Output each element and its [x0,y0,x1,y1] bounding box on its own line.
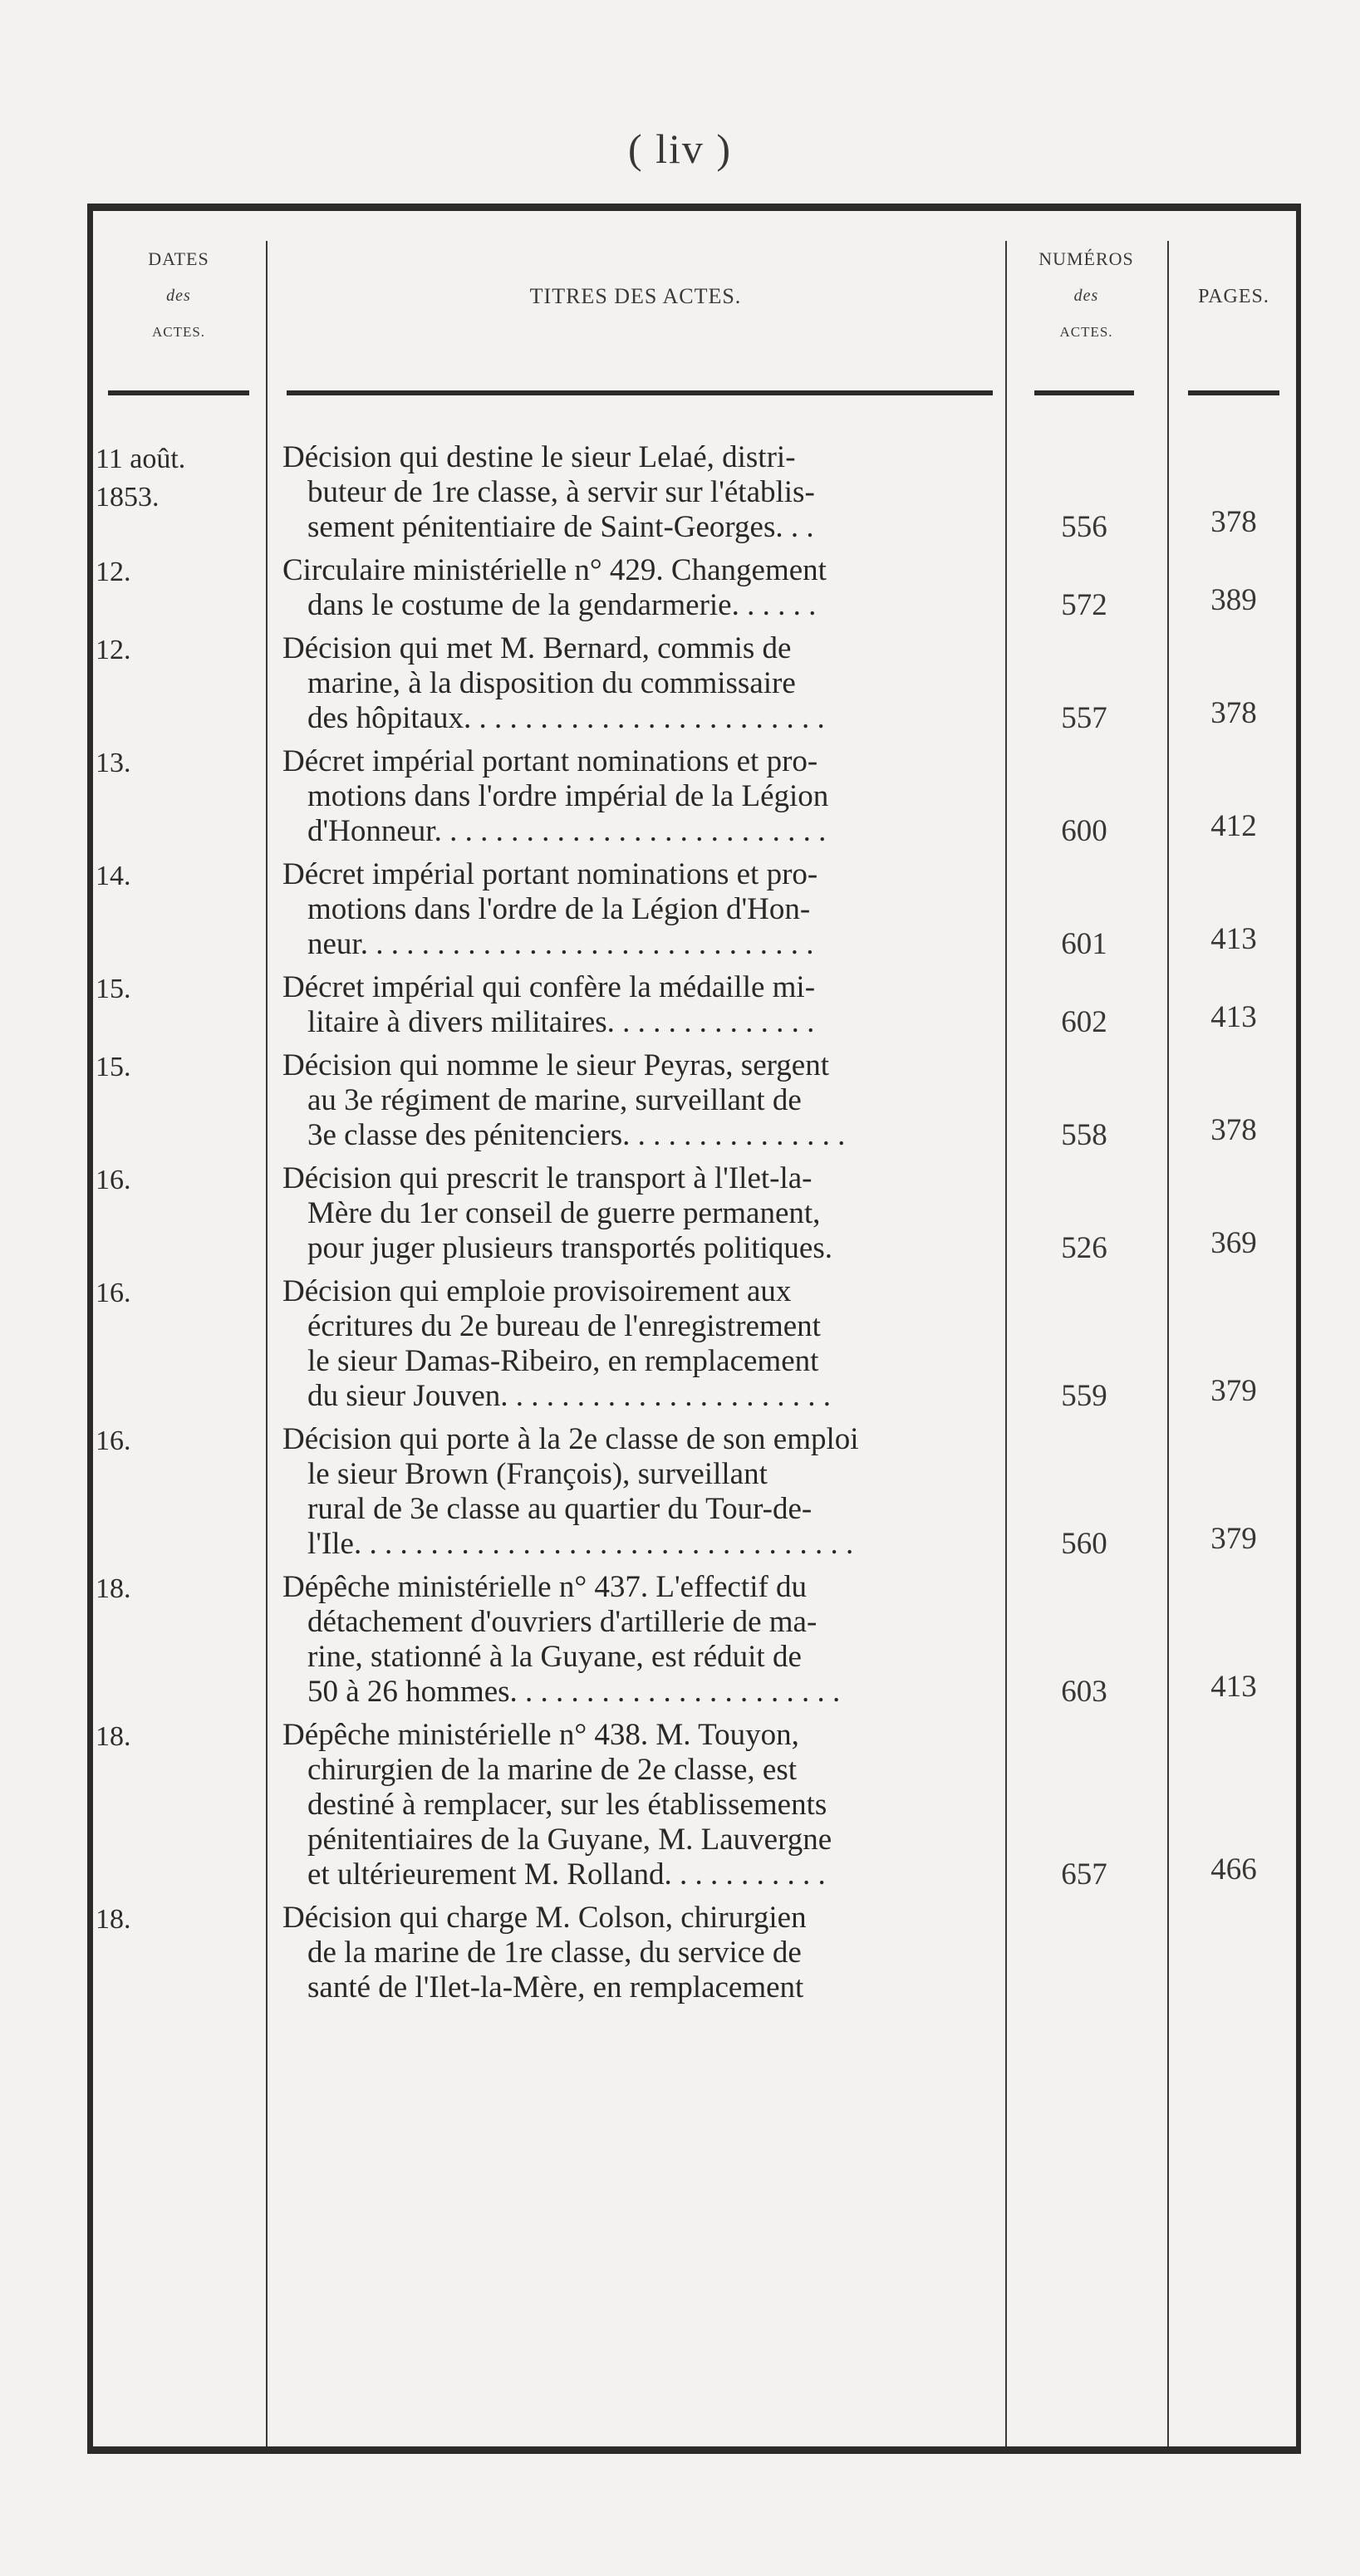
row-date-line: 15. [96,1052,131,1082]
row-title-line: Décret impérial qui confère la médaille mi- [282,970,816,1004]
row-act-number: 556 [1061,510,1107,544]
row-title-line: Décret impérial portant nominations et pro- [282,744,818,778]
row-page-number: 413 [1210,1670,1257,1704]
row-page-number: 413 [1210,922,1257,956]
table-top-rule [87,204,1300,211]
row-date [96,1718,262,1756]
row-date [96,1048,262,1087]
row-title-line: Mère du 1er conseil de guerre permanent, [307,1196,821,1230]
row-title [282,553,1005,623]
header-pages: PAGES. [1198,286,1269,307]
column-divider-numbers [1167,241,1169,2446]
row-act-number: 602 [1061,1005,1107,1039]
row-date [96,1901,262,1939]
row-page-number: 379 [1210,1374,1257,1408]
header-numbers-line-2: des [1073,287,1099,305]
row-title [282,631,1005,736]
row-date [96,631,262,670]
row-act-number: 558 [1061,1118,1107,1152]
row-title [282,1422,1005,1562]
row-title [282,1274,1005,1414]
row-title-line: destiné à remplacer, sur les établissements [307,1788,827,1822]
row-date-line: 18. [96,1904,131,1935]
row-title [282,1161,1005,1266]
row-page-number: 379 [1210,1522,1257,1556]
row-page-number: 369 [1210,1226,1257,1260]
row-act-number: 572 [1061,588,1107,622]
header-rule-dates [108,390,249,395]
row-title-line: détachement d'ouvriers d'artillerie de ma- [307,1605,817,1639]
table-bottom-rule [87,2446,1300,2454]
row-title [282,744,1005,849]
row-act-number: 560 [1061,1527,1107,1561]
row-title-line: 3e classe des pénitenciers. . . . . . . . . . . . . . . [307,1118,846,1152]
table-right-rule [1296,204,1301,2454]
row-date-line: 15. [96,974,131,1004]
row-date [96,1422,262,1460]
row-title-line: le sieur Damas-Ribeiro, en remplacement [307,1344,819,1378]
row-date [96,744,262,783]
row-date-line: 11 août. [96,444,186,474]
row-title-line: rine, stationné à la Guyane, est réduit de [307,1640,802,1674]
row-date-line: 18. [96,1721,131,1752]
row-page-number: 378 [1210,696,1257,730]
row-title-line: buteur de 1re classe, à servir sur l'établis- [307,475,815,509]
row-title-line: pénitentiaires de la Guyane, M. Lauvergne [307,1823,832,1857]
row-title-line: motions dans l'ordre impérial de la Légion [307,779,829,813]
row-title-line: santé de l'Ilet-la-Mère, en remplacement [307,1970,804,2004]
row-act-number: 603 [1061,1675,1107,1709]
row-title [282,857,1005,962]
row-title-line: sement pénitentiaire de Saint-Georges. . . [307,510,814,544]
row-page-number: 413 [1210,1000,1257,1034]
header-titles: TITRES DES ACTES. [529,284,742,308]
row-title-line: Dépêche ministérielle n° 437. L'effectif du [282,1570,808,1604]
row-page-number: 378 [1210,1113,1257,1147]
row-title-line: du sieur Jouven. . . . . . . . . . . . . . . . . . . . . . [307,1379,831,1413]
row-date-line: 16. [96,1278,131,1308]
row-date [96,440,262,517]
row-act-number: 559 [1061,1379,1107,1413]
row-title-line: neur. . . . . . . . . . . . . . . . . . . . . . . . . . . . . . [307,927,814,961]
row-title-line: pour juger plusieurs transportés politiques. [307,1231,832,1265]
row-page-number: 412 [1210,809,1257,843]
column-divider-titles [1005,241,1007,2446]
row-title-line: Décision qui porte à la 2e classe de son emploi [282,1422,859,1456]
row-date [96,1274,262,1313]
page-number: ( liv ) [627,125,733,172]
acts-table [87,204,1300,2455]
row-date [96,1161,262,1200]
row-act-number: 601 [1061,927,1107,961]
row-title-line: Décision qui met M. Bernard, commis de [282,631,792,665]
row-page-number: 466 [1210,1852,1257,1887]
row-date-line: 18. [96,1573,131,1604]
header-rule-numbers [1034,390,1134,395]
row-act-number: 557 [1061,701,1107,735]
row-title-line: motions dans l'ordre de la Légion d'Hon- [307,892,811,926]
row-title-line: marine, à la disposition du commissaire [307,666,796,700]
row-title-line: et ultérieurement M. Rolland. . . . . . . . . . . [307,1857,826,1892]
header-numbers-line-3: ACTES. [1059,324,1113,340]
row-date-line: 12. [96,557,131,587]
header-dates-line-3: ACTES. [151,324,206,340]
row-title-line: au 3e régiment de marine, surveillant de [307,1083,802,1117]
row-title-line: dans le costume de la gendarmerie. . . . . . [307,588,817,622]
row-title-line: Décision qui charge M. Colson, chirurgien [282,1901,807,1935]
row-date-line: 14. [96,861,131,891]
header-rule-titles [287,390,993,395]
row-date-line: 16. [96,1165,131,1195]
row-title-line: Décision qui emploie provisoirement aux [282,1274,792,1308]
row-title-line: Décision qui prescrit le transport à l'Ilet-la- [282,1161,813,1195]
row-title [282,1901,1005,2005]
row-title [282,1570,1005,1710]
row-title-line: 50 à 26 hommes. . . . . . . . . . . . . . . . . . . . . . [307,1675,841,1709]
header-dates-line-2: des [166,287,191,305]
header-rule-pages [1188,390,1279,395]
row-title-line: chirurgien de la marine de 2e classe, est [307,1753,798,1787]
row-act-number: 526 [1061,1231,1107,1265]
row-date-line: 16. [96,1425,131,1456]
table-left-rule [87,204,93,2454]
header-numbers-line-1: NUMÉROS [1038,248,1134,269]
row-title-line: Décision qui nomme le sieur Peyras, sergent [282,1048,829,1082]
row-title-line: Dépêche ministérielle n° 438. M. Touyon, [282,1718,799,1752]
row-title-line: Décision qui destine le sieur Lelaé, distri- [282,440,796,474]
row-date-line: 13. [96,748,131,778]
row-title [282,1718,1005,1892]
row-title [282,440,1005,545]
row-title-line: le sieur Brown (François), surveillant [307,1457,768,1491]
column-divider-dates [266,241,268,2446]
row-title-line: de la marine de 1re classe, du service de [307,1936,802,1970]
row-date-line: 1853. [96,482,160,513]
header-dates [96,241,262,351]
header-dates-line-1: DATES [148,248,209,269]
row-date [96,970,262,1008]
row-date [96,553,262,591]
header-numbers [1009,241,1163,351]
row-title-line: litaire à divers militaires. . . . . . . . . . . . . . [307,1005,815,1039]
row-title-line: Décret impérial portant nominations et pro- [282,857,818,891]
row-title-line: des hôpitaux. . . . . . . . . . . . . . . . . . . . . . . . [307,701,825,735]
row-date [96,857,262,895]
row-act-number: 657 [1061,1857,1107,1892]
row-title-line: d'Honneur. . . . . . . . . . . . . . . . . . . . . . . . . . [307,814,827,848]
row-page-number: 378 [1210,505,1257,539]
row-act-number: 600 [1061,814,1107,848]
row-date [96,1570,262,1608]
row-title [282,970,1005,1040]
row-title-line: l'Ile. . . . . . . . . . . . . . . . . . . . . . . . . . . . . . . . . [307,1527,854,1561]
row-title-line: écritures du 2e bureau de l'enregistrement [307,1309,821,1343]
row-title-line: rural de 3e classe au quartier du Tour-de- [307,1492,813,1526]
row-title [282,1048,1005,1153]
row-page-number: 389 [1210,583,1257,617]
row-title-line: Circulaire ministérielle n° 429. Changement [282,553,827,587]
row-date-line: 12. [96,635,131,665]
